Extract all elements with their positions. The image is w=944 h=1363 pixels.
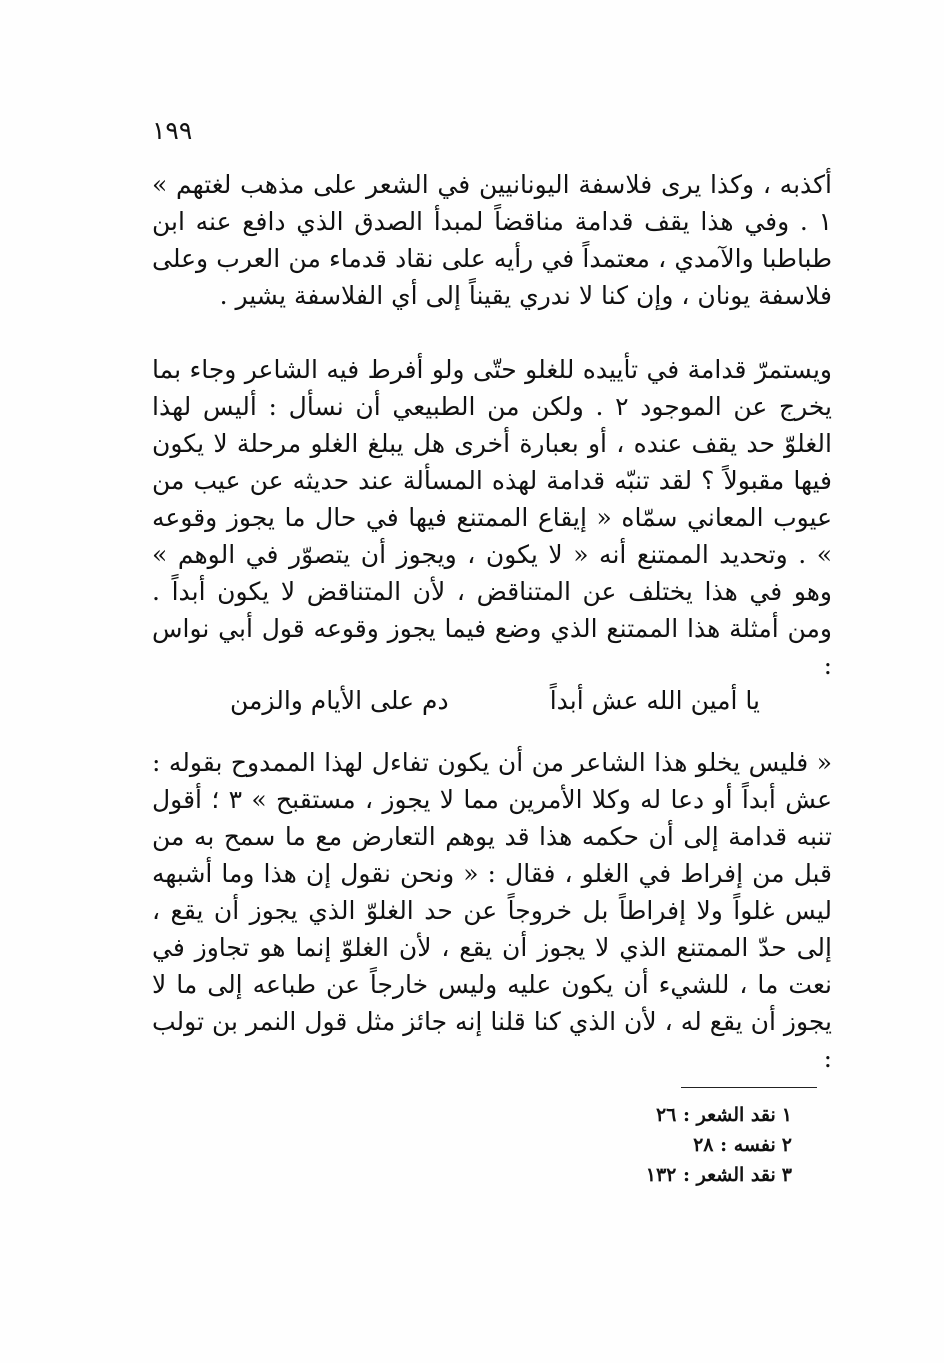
footnote-number: ٢ bbox=[781, 1134, 792, 1156]
footnote-number: ٣ bbox=[781, 1164, 792, 1186]
footnote-text: نقد الشعر : ١٣٢ bbox=[645, 1164, 776, 1186]
paragraph-1: أكذبه ، وكذا يرى فلاسفة اليونانيين في الشعر على مذهب لغتهم » ١ . وفي هذا يقف قدامة مناقضاً لمبدأ الصدق الذي دافع عنه ابن طباطبا والآمدي ، معتمداً في رأيه على نقاد قدماء من العرب وعلى فلاسفة يونان ، وإن كنا لا ندري يقيناً إلى أي الفلاسفة يشير . bbox=[152, 170, 832, 310]
footnote-1 bbox=[640, 1100, 792, 1130]
footnotes bbox=[640, 1100, 792, 1190]
verse-second-hemistich: دم على الأيام والزمن bbox=[230, 686, 449, 715]
footnote-number: ١ bbox=[781, 1104, 792, 1126]
footnote-2 bbox=[640, 1130, 792, 1160]
page-number: ١٩٩ bbox=[152, 116, 193, 145]
footnote-text: نفسه : ٢٨ bbox=[693, 1134, 776, 1156]
paragraph-2: ويستمرّ قدامة في تأييده للغلو حتّى ولو أفرط فيه الشاعر وجاء بما يخرج عن الموجود ٢ . ولكن من الطبيعي أن نسأل : أليس لهذا الغلوّ حد يقف عنده ، أو بعبارة أخرى هل يبلغ الغلو مرحلة لا يكون فيها مقبولاً ؟ لقد تنبّه قدامة لهذه المسألة عند حديثه عن عيب من عيوب المعاني سمّاه « إيقاع الممتنع فيها في حال ما يجوز وقوعه » . وتحديد الممتنع أنه « لا يكون ، ويجوز أن يتصوّر في الوهم » وهو في هذا يختلف عن المتناقض ، لأن المتناقض لا يكون أبداً . ومن أمثلة هذا الممتنع الذي وضع فيما يجوز وقوعه قول أبي نواس : bbox=[152, 355, 832, 680]
verse-first-hemistich: يا أمين الله عش أبداً bbox=[549, 686, 760, 715]
footnote-separator bbox=[681, 1087, 817, 1088]
poetry-verse bbox=[230, 686, 760, 715]
footnote-text: نقد الشعر : ٢٦ bbox=[655, 1104, 776, 1126]
footnote-3 bbox=[640, 1160, 792, 1190]
paragraph-3: « فليس يخلو هذا الشاعر من أن يكون تفاءل لهذا الممدوح بقوله : عش أبداً أو دعا له وكلا الأمرين مما لا يجوز ، مستقبح » ٣ ؛ أقول تنبه قدامة إلى أن حكمه هذا قد يوهم التعارض مع ما سمح به من قبل من إفراط في الغلو ، فقال : « ونحن نقول إن هذا وما أشبهه ليس غلواً ولا إفراطاً بل خروجاً عن حد الغلوّ الذي يجوز أن يقع ، إلى حدّ الممتنع الذي لا يجوز أن يقع ، لأن الغلوّ إنما هو تجاوز في نعت ما ، للشيء أن يكون عليه وليس خارجاً عن طباعه إلى ما لا يجوز أن يقع له ، لأن الذي كنا قلنا إنه جائز مثل قول النمر بن تولب : bbox=[152, 748, 832, 1073]
